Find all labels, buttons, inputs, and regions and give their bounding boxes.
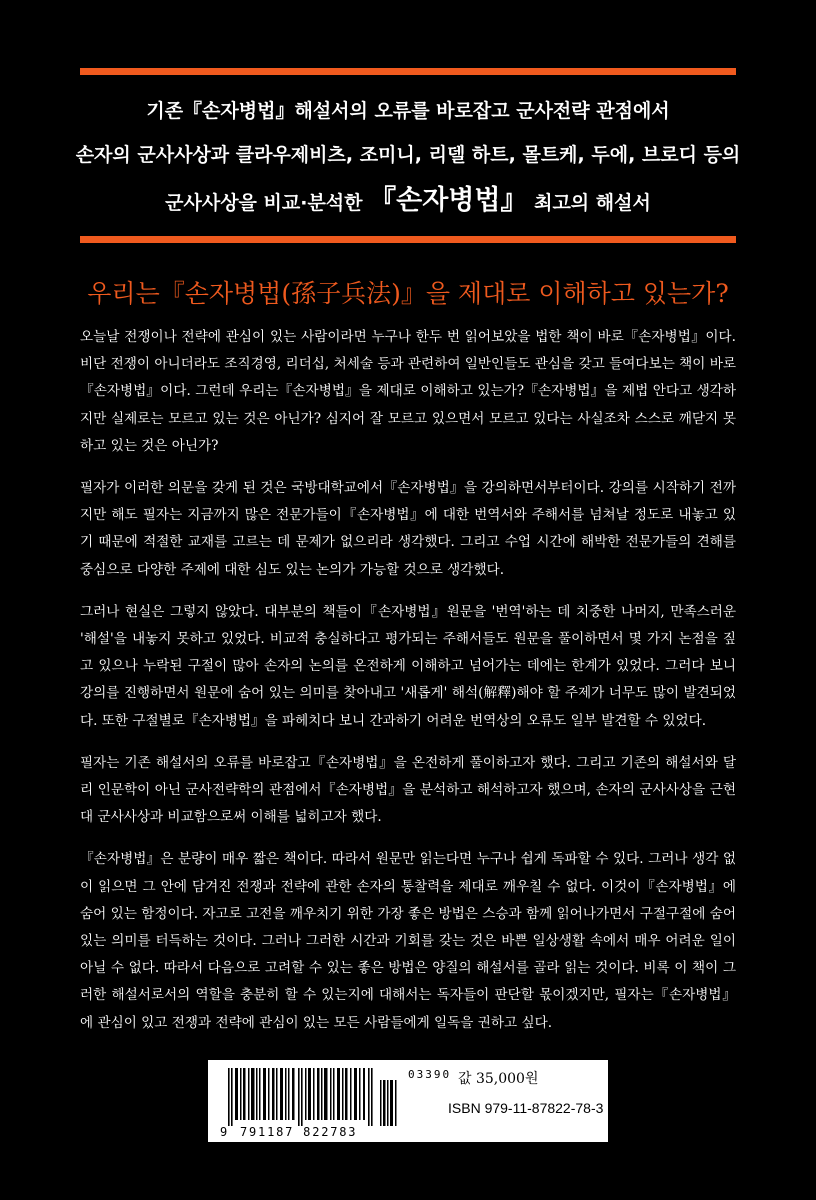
body-text [80, 324, 736, 1052]
paragraph-1: 오늘날 전쟁이나 전략에 관심이 있는 사람이라면 누구나 한두 번 읽어보았을 법한 책이 바로『손자병법』이다. 비단 전쟁이 아니더라도 조직경영, 리더십, 처세술 등과 관련하여 일반인들도 관심을 갖고 들여다보는 책이 바로『손자병법』이다. 그런데 우리는『손자병법』을 제대로 이해하고 있는가?『손자병법』을 제법 안다고 생각하지만 실제로는 모르고 있는 것은 아닌가? 심지어 잘 모르고 있으면서 모르고 있다는 사실조차 스스로 깨닫지 못하고 있는 것은 아닌가? [80, 329, 736, 454]
barcode-icon [218, 1068, 398, 1126]
barcode-box [208, 1060, 608, 1142]
tagline-line-3-post: 최고의 해설서 [534, 192, 651, 214]
paragraph-5: 『손자병법』은 분량이 매우 짧은 책이다. 따라서 원문만 읽는다면 누구나 쉽게 독파할 수 있다. 그러나 생각 없이 읽으면 그 안에 담겨진 전쟁과 전략에 관한 손자의 통찰력을 제대로 깨우칠 수 없다. 이것이『손자병법』에 숨어 있는 함정이다. 자고로 고전을 깨우치기 위한 가장 좋은 방법은 스승과 함께 읽어나가면서 구절구절에 숨어 있는 의미를 터득하는 것이다. 그러나 그러한 시간과 기회를 갖는 것은 바쁜 일상생활 속에서 매우 어려운 일이 아닐 수 없다. 따라서 다음으로 고려할 수 있는 좋은 방법은 양질의 해설서를 골라 읽는 것이다. 비록 이 책이 그러한 해설서로서의 역할을 충분히 할 수 있는지에 대해서는 독자들이 판단할 몫이겠지만, 필자는『손자병법』에 관심이 있고 전쟁과 전략에 관심이 있는 모든 사람들에게 일독을 권하고 싶다. [80, 851, 736, 1031]
barcode-first-digit: 9 [220, 1125, 228, 1139]
tagline-line-3 [60, 178, 756, 217]
headline: 우리는『손자병법(孫子兵法)』을 제대로 이해하고 있는가? [87, 279, 729, 308]
barcode-addon: 03390 [408, 1068, 452, 1081]
tagline-line-3-pre: 군사사상을 비교·분석한 [165, 192, 363, 214]
isbn: ISBN 979-11-87822-78-3 [448, 1100, 604, 1116]
paragraph-4: 필자는 기존 해설서의 오류를 바로잡고『손자병법』을 온전하게 풀이하고자 했다. 그리고 기존의 해설서와 달리 인문학이 아닌 군사전략학의 관점에서『손자병법』을 분석하고 해석하고자 했으며, 손자의 군사사상을 근현대 군사사상과 비교함으로써 이해를 넓히고자 했다. [80, 754, 736, 826]
tagline-line-1: 기존『손자병법』해설서의 오류를 바로잡고 군사전략 관점에서 [146, 100, 670, 122]
paragraph-2: 필자가 이러한 의문을 갖게 된 것은 국방대학교에서『손자병법』을 강의하면서부터이다. 강의를 시작하기 전까지만 해도 필자는 지금까지 많은 전문가들이『손자병법』에 대한 번역서와 주해서를 넘쳐날 정도로 내놓고 있기 때문에 적절한 교재를 고르는 데 문제가 없으리라 생각했다. 그리고 수업 시간에 해박한 전문가들의 견해를 중심으로 다양한 주제에 대한 심도 있는 논의가 가능할 것으로 생각했다. [80, 480, 736, 578]
top-orange-rule [80, 68, 736, 75]
price: 값 35,000원 [458, 1071, 539, 1087]
barcode-digits: 791187 822783 [240, 1125, 358, 1139]
paragraph-3: 그러나 현실은 그렇지 않았다. 대부분의 책들이『손자병법』원문을 '번역'하는 데 치중한 나머지, 만족스러운 '해설'을 내놓지 못하고 있었다. 비교적 충실하다고 평가되는 주해서들도 원문을 풀이하면서 몇 가지 논점을 짚고 있으나 누락된 구절이 많아 손자의 논의를 온전하게 이해하고 넘어가는 데에는 한계가 있었다. 그러다 보니 강의를 진행하면서 원문에 숨어 있는 의미를 찾아내고 '새롭게' 해석(解釋)해야 할 주제가 너무도 많이 발견되었다. 또한 구절별로『손자병법』을 파헤치다 보니 간과하기 어려운 번역상의 오류도 일부 발견할 수 있었다. [80, 603, 736, 729]
tagline-line-2: 손자의 군사사상과 클라우제비츠, 조미니, 리델 하트, 몰트케, 두에, 브로디 등의 [75, 144, 741, 166]
tagline-book-title: 『손자병법』 [369, 185, 528, 216]
bottom-orange-rule [80, 236, 736, 243]
